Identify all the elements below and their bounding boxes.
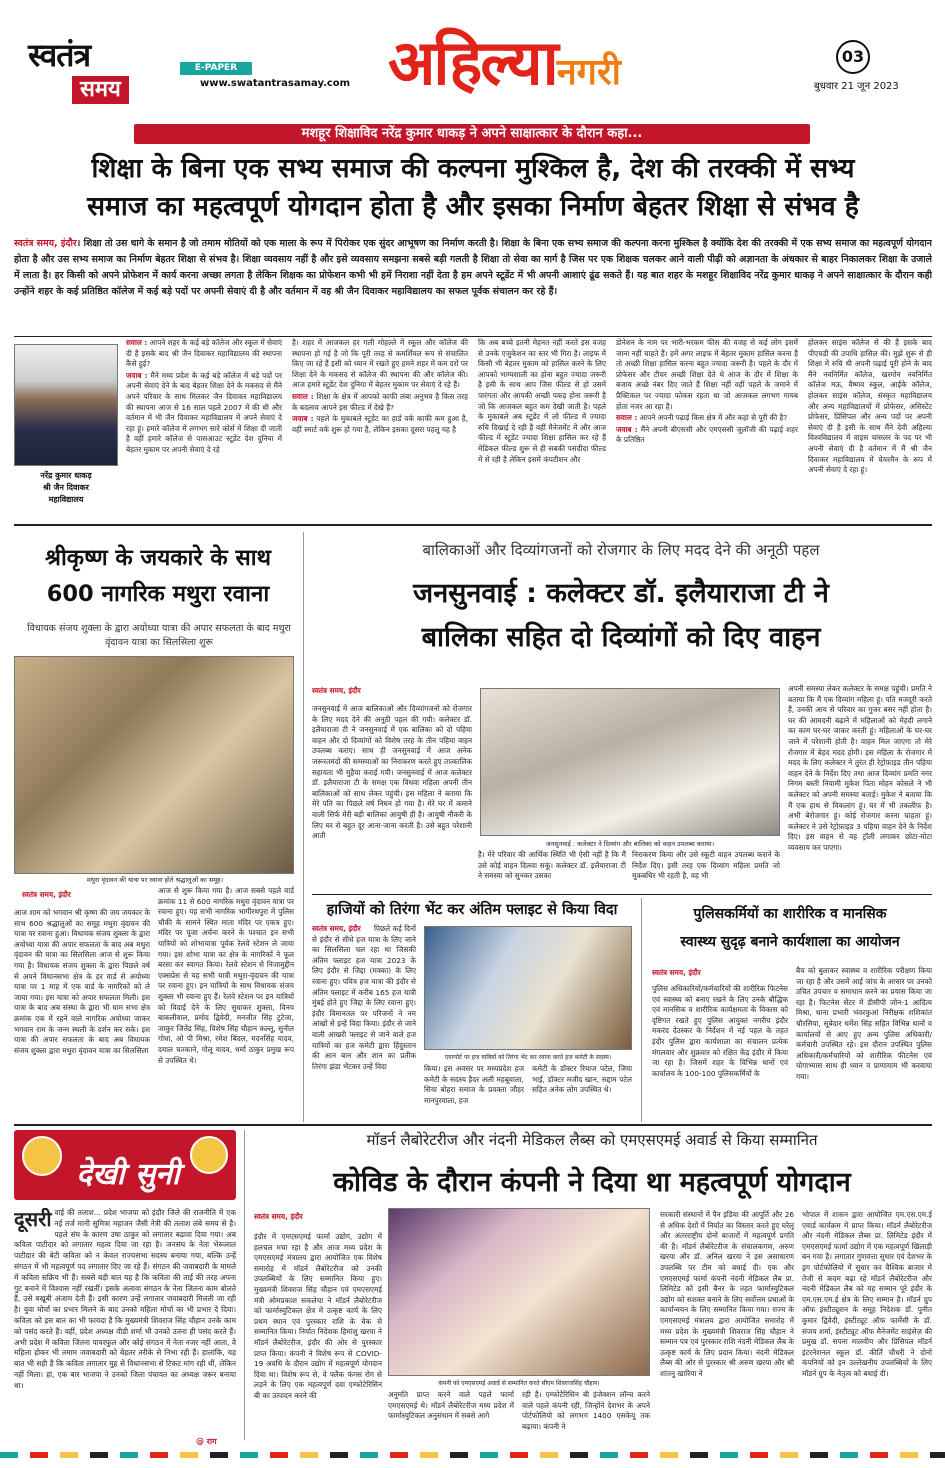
q-label: सवाल : xyxy=(126,338,148,347)
question-text: शिक्षा के क्षेत्र में आपको काफी लंबा अनुभव है किस तरह के बदलाव आपने इस फील्ड में देखे हैं? xyxy=(292,391,468,412)
story4-col1: पिछले कई दिनों से इंदौर से सीधे हज यात्रा के लिए जाने का सिलसिला चल रहा था जिसकी अंतिम फ्लाइट हज यात्रा 2023 के लिए इंदौर से जिद्दा (मक्का) के लिए रवाना हुए। पवित्र हज यात्रा की इंदौर से अंतिम फ्लाइट में करीब 165 हज यात्री मुंबई होते हुए जिद्दा के लिए रवाना हुए। इंदौर विमानतल पर परिजनों ने नम आंखों से इन्हें विदा किया। इंदौर से जाने वाली आखरी फ्लाइट से जाने वाले हज यात्रियों का हज कमेटी द्वारा हिंदुस्तान की आन बान और शान का प्रतीक तिरंगा झंडा भेंटकर उन्हें विदा xyxy=(312,924,416,1071)
a-label: जवाब : xyxy=(126,370,148,380)
story1-portrait xyxy=(14,344,118,466)
logo-line2: समय xyxy=(72,76,129,104)
story4-byline: स्वतंत्र समय, इंदौर xyxy=(312,924,361,933)
story1-intro xyxy=(14,236,932,334)
body-text: होलकर साइंस कॉलेज से की हैं इसके बाद पीएचडी की उपाधि हासिल की। मुझे शुरू से ही शिक्षा में रुचि थी अपनी पढ़ाई पूरी होने के बाद मैंने नवनिर्मित कॉलेज, खरगोन नवनिर्मित कॉलेज मऊ, वैष्णव स्कूल, आईके कॉलेज, होलकर साइंस कॉलेज, संस्कृत महाविद्यालय और अन्य महाविद्यालयों में प्रोफेसर, असिस्टेंट प्रोफेसर, प्रिंसिपल और अन्य पदों पर अपनी सेवाएं दी है इसी के साथ मैंने देवी अहिल्या विश्वविद्यालय में वाइस चांसलर के पद पर भी अपनी सेवाएं दी है वर्तमान में मैं श्री जैन दिवाकर महाविद्यालय में चेयरमैन के रूप में अपनी सेवाएं दे रहा हूं। xyxy=(808,338,932,475)
story3-kicker: बालिकाओं और दिव्यांगजनों को रोजगार के लिए मदद देने की अनूठी पहल xyxy=(422,541,820,559)
gossip-mascot-icon xyxy=(22,1136,62,1176)
story6-col4: भोपाल में शासन द्वारा आयोजित एम.एस.एम.ई एवार्ड कार्यक्रम में प्राप्त किया। मॉडर्न लैबोरेटरीज और नंदनी मेडिकल लैब्स प्रा. लिमिटेड इंदौर में एमएसएमई फार्मा उद्योग में एक महत्वपूर्ण खिलाड़ी बन गया है। लगातार गुणवत्ता सुधार एवं देशभर के ड्रग पोर्टफोलियो में सुधार कर वैश्विक बाजार में तेजी से कदम बढ़ा रहे मॉडर्न लैबोरेटरीज और नंदनी मेडिकल लैब को यह सम्मान पूरे इंदौर के एम.एस.एम.ई क्षेत्र के लिए सम्मान है। मॉडर्न ग्रुप ऑफ इंस्टीट्यूशन के समूह निदेशक डॉ. पुनीत कुमार द्विवेदी, इंस्टीट्यूट ऑफ फार्मेसी के डॉ. संजय शर्मा, इंस्टीट्यूट ऑफ मैनेजमेंट साइंसेज़ की प्रमुख डॉ. सपना मालवीय और प्रिंसिपल मॉडर्न इंटरनेशनल स्कूल डॉ. कीर्ति चौधरी ने दोनों कंपनियों को इन उल्लेखनीय उपलब्धियों के लिए मॉडर्न ग्रुप के नेतृत्व को बधाई दी। xyxy=(802,1210,932,1378)
story5-col2: बैच को बुलाकर स्वास्थ्य व शारीरिक परीक्षण किया जा रहा है और उसमें आई जांच के आधार पर उनको उचित उपचार व समाधान करने का प्रयास किया जा रहा है। फिटनेस सेंटर में डीसीपी जोन-1 आदित्य मिश्रा, थाना प्रभारी भंवरकुआं निरीक्षक शशिकांत चौरसिया, सूबेदार धर्मेश सिंह सहित विभिन्न थानों व कार्यालयों से आए हुए अन्य पुलिस अधिकारी/कर्मचारी उपस्थित रहे। इस दौरान उपस्थित पुलिस अधिकारी/कर्मचारियों को शारीरिक फीटनेस एवं योगाभ्यास साथ ही ध्यान व प्राणायाम भी करवाया गया। xyxy=(796,966,932,1081)
question-text: आपने शहर के कई बड़े कॉलेज और स्कूल में सेवाएं दी है इसके बाद श्री जैन दिवाकर महाविद्यालय की स्थापना कैसे हुई? xyxy=(126,338,282,369)
column-divider xyxy=(641,898,642,1122)
story1-portrait-caption xyxy=(14,470,118,506)
story2-col2: आज से शुरू किया गया है। आज सबसे पहले वार्ड क्रमांक 11 से 600 नागरिक मथुरा वृंदावन यात्रा पर रवाना हुए। यह सभी नागरिक भागीरथपुरा में पुलिस चौकी के सामने स्थित माता मंदिर पर एकत्र हुए। मंदिर पर पूजा अर्चना करने के पश्चात इन सभी यात्रियों को शोभायात्रा पूर्वक रेलवे स्टेशन ले जाया गया। इस शोभा यात्रा का क्षेत्र के नागरिकों ने फूल बरसा कर स्वागत किया। रेलवे स्टेशन से निजामुद्दीन एक्सप्रेस से यह सभी यात्री मथुरा-वृंदावन की यात्रा पर रवाना हुए। इन यात्रियों के साथ विधायक संजय शुक्ला भी रवाना हुए हैं। रेलवे स्टेशन पर इन यात्रियों को विदाई देने के लिए सुधाकर शुक्ला, विनय बाकलीवाल, प्रमोद द्विवेदी, मनजीत सिंह टुटेजा, जाकुर जितेंद्र सिंह, विशेष सिंह चौहान कल्लू, सुनील गोधा, ओ पी मिश्रा, रमेश बिंदल, मदनसिंह यादव, दयाल चतकाने, गोलू यादव, धर्मा ठाकुर प्रमुख रूप से उपस्थित थे। xyxy=(158,886,294,1065)
divider xyxy=(14,336,932,337)
story1-col1 xyxy=(126,338,282,518)
story5-byline: स्वतंत्र समय, इंदौर xyxy=(652,968,701,977)
story6-photo-caption: कंपनी को एमएसएमई अवार्ड से सम्मानित करते सीएम शिवराजसिंह चौहान। xyxy=(388,1378,650,1388)
story6-under-photo-a: अनुमति प्राप्त करने वाले पहले फार्मा एमएसएमई थे। मॉडर्न लैबोरेटरीज मध्य प्रदेश में फार्मास्युटिकल अनुसंधान में सबसे आगे xyxy=(388,1390,514,1421)
story5-headline xyxy=(648,900,932,956)
caption-line3: महाविद्यालय xyxy=(48,495,84,504)
issue-date: बुधवार 21 जून 2023 xyxy=(814,81,899,92)
story3-byline: स्वतंत्र समय, इंदौर xyxy=(312,686,361,695)
body-text: डोनेशन के नाम पर भारी-भरकम फीस की वजह से कई लोग इसमें जाना नहीं चाहते हैं। हमें अगर लाइफ में बेहतर मुकाम हासिल करना है तो अच्छी शिक्षा हासिल करना बहुत ज्यादा जरूरी है। पहले के दौर में प्रोफेसर और टीचर अच्छी शिक्षा देते थे आज के दौर में शिक्षा के बजाय अच्छे नंबर दिए जाते हैं शिक्षा नहीं वहीं पहले के जमाने में प्रैक्टिकल पर ज्यादा फोकस रहता था जो आजकल लगभग गायब होता नजर आ रहा है। xyxy=(616,338,798,411)
a-label: जवाब : xyxy=(292,414,314,424)
caption-line2: श्री जैन दिवाकर xyxy=(43,483,89,492)
section-title-main: अहिल्या xyxy=(388,26,557,99)
story3-under-photo-b: निराकरण किया और उसे स्कूटी वाहन उपलब्ध कराने के निर्देश दिए। इसी तरह एक दिव्यांग महिला प्रमति जो मूकबधिर भी रहती है, वह भी xyxy=(632,850,780,881)
story2-photo-caption: मथुरा वृंदावन की यात्रा पर रवाना होते श्रद्धालुओं का समूह। xyxy=(40,874,270,885)
story1-kicker: मशहूर शिक्षाविद नरेंद्र कुमार धाकड़ ने अपने साक्षात्कार के दौरान कहा... xyxy=(134,124,810,144)
answer-text: मैंने मध्य प्रदेश के कई बड़े कॉलेज में बड़े पदों पर अपनी सेवाएं देने के बाद बेहतर शिक्षा देने के मकसद से मैंने अपने परिवार के साथ मिलकर जैन दिवाकर महाविद्यालय की स्थापना आज से 16 साल पहले 2007 में की थी और वर्तमान में भी जैन दिवाकर महाविद्यालय में अपने सेवाएं दे रहा हूं। हमारे कॉलेज में लगभग सारे कोर्स में शिक्षा दी जाती है वहीं हमारे कॉलेज से पासआउट स्टूडेंट देश दुनिया में बेहतर मुकाम पर अपनी सेवाएं दे रहे xyxy=(126,370,282,454)
gossip-title-box xyxy=(14,1130,236,1200)
story3-photo xyxy=(480,688,780,836)
story2-deck: विधायक संजय शुक्ला के द्वारा अयोध्या यात्रा की अपार सफलता के बाद मथुरा वृंदावन यात्रा का सिलसिला शुरू xyxy=(27,623,291,648)
story4-photo-caption: एयरपोर्ट पर हज यात्रियों को तिरंगा भेंट कर रवाना करते हज कमेटी के सदस्य। xyxy=(424,1052,632,1062)
logo xyxy=(28,38,148,110)
story1-intro-byline: स्वतंत्र समय, इंदौर xyxy=(14,238,77,249)
story3-col3: अपनी समस्या लेकर कलेक्टर के समक्ष पहुंची। प्रमति ने बताया कि मैं एक दिव्यांग महिला हूं। पति मजदूरी करते हैं, उनकी आय से परिवार का गुजर बसर नहीं होता है। घर की आमदनी बढ़ाने में महिलाओं को मेहदी लगाने का काम घर-घर जाकर करती हूं। महिलाओं के घर-घर जाने में परेशानी होती है। वाहन मिल जाएगा तो मेरे रोजगार में बेहद मदद होगी। इस महिला के रोजगार में मदद के लिए कलेक्टर ने तुरंत ही रेट्रोफ़ाइड तीन पहिया वाहन देने के निर्देश दिए तथा आज दिव्यांग प्रमति नगर निगम बस्ती नियामी मुकेश पिता मोहन कोसले ने भी कलेक्टर को अपनी समस्या बताई। मुकेश ने बताया कि मैं एक हाथ से विकलांग हूं। घर में भी तकलीफ है। अभी बेरोजगार हूं। कोई रोजगार करना चाहता हूं। कलेक्टर ने उसे रेट्रोफ़ाइड 3 पहिया वाहन देने के निर्देश दिए। इस वाहन से वह ट्रॉली लगाकर छोटा-मोटा व्यवसाय कर पाएगा। xyxy=(788,684,932,852)
gossip-body: वाई की तलाश... प्रदेश भाजपा को इंदौर जिले की राजनीति में एक नई तर्ज मानी सुमित्रा महाजन जैसी नेत्री की तलाश लंबे समय से है। पहले संघ के कारण उषा ठाकुर को लगातार बढ़ावा दिया गया। अब कविता पाटीदार को लगातार महत्व दिया जा रहा है। जनसंघ के नेता भेरूलाल पाटीदार की बेटी कविता को न केवल राज्यसभा सदस्य बनाया गया, बल्कि उन्हें संगठन में भी महत्वपूर्ण पद लगातार दिए जा रहे हैं। संगठन की जवाबदारी के मामले में कविता सक्रिय भी हैं। सबसे बड़ी बात यह है कि कविता की ताई की तरह अपना गुट बनाने में विश्वास नहीं रखतीं। इसके अलावा संगठन के नेता जितना काम बोलते हैं, उसे बखूबी अंजाम देती हैं। इसी कारण उन्हें लगातार जवाबदारी मिलती जा रही है। युवा मोर्चा का प्रभार मिलने के बाद उनको महिला मोर्चा का भी प्रभार दे दिया। कविता को इस बात का भी फायदा है कि मुख्यमंत्री शिवराज सिंह चौहान उनके काम को पसंद करते हैं। वहीं, प्रदेश अध्यक्ष वीडी शर्मा भी उनको उतना ही पसंद करते हैं। अभी प्रदेश में कविता जितना पावरफुल और कोई संगठन में नेता नजर नहीं आता, वे महिला होकर भी तमाम जवाबदारी को बेहतर तरीके से निभा रही हैं। हालांकि, यह बात भी सही है कि कविता लगातार मुह से विधानसभा से टिकट मांग रही थीं, लेकिन नहीं मिला। हां, एक बार भाजपा ने उनको जिला पंचायत का अध्यक्ष जरूर बनाया था। xyxy=(14,1208,236,1390)
body-text: है। शहर में आजकल हर गली मोहल्ले में स्कूल और कॉलेज की स्थापना हो गई है जो कि पूरी तरह से कमर्शियल रूप से संचालित किए जा रहे हैं इसी को ध्यान में रखते हुए हमने शहर में कम दरों पर शिक्षा देने के मकसद से कॉलेज की स्थापना की और कॉलेज की। आज हमारे स्टूडेंट देश दुनिया में बेहतर मुकाम पर सेवाएं दे रहे हैं। xyxy=(292,338,468,390)
story3-headline-line1: जनसुनवाई : कलेक्टर डॉ. इलैयाराजा टी ने xyxy=(413,578,829,609)
divider xyxy=(14,524,932,526)
story1-col3 xyxy=(478,338,606,518)
story4-under-photo-b: कमेटी के डॉक्टर रियाज पटेल, जिया भाई, डॉक्टर मजीद खान, सद्दाम पटेल सहित अनेक लोग उपस्थित थे। xyxy=(532,1064,632,1095)
q-label: सवाल : xyxy=(616,413,638,423)
story5-headline-line2: स्वास्थ्य सुदृढ़ बनाने कार्यशाला का आयोजन xyxy=(680,934,900,950)
website-link[interactable]: www.swatantrasamay.com xyxy=(200,78,351,89)
footer-strip xyxy=(0,1452,945,1458)
story4-under-photo-a: किया। इस अवसर पर मध्यप्रदेश हज कमेटी के सदस्य हैदर अली महबूवाला, सिया बोहरा समाज के प्रवक्ता जौहर मानपुरवाला, हज xyxy=(424,1064,524,1105)
story1-col2 xyxy=(292,338,468,518)
story2-headline-line1: श्रीकृष्ण के जयकारे के साथ xyxy=(45,545,271,571)
epaper-badge: E-PAPER xyxy=(180,62,252,75)
story1-headline-line2: समाज का महत्वपूर्ण योगदान होता है और इसका निर्माण बेहतर शिक्षा से संभव है xyxy=(87,191,859,222)
q-label: सवाल : xyxy=(292,391,314,401)
story3-under-photo-a: है। मेरे परिवार की आर्थिक स्थिति भी ऐसी नहीं है कि मैं उसे कोई वाहन दिलवा सकूं। कलेक्टर डॉ. इलैयाराजा टी ने समस्या को सुनकर उसका xyxy=(478,850,626,881)
story6-headline: कोविड के दौरान कंपनी ने दिया था महत्वपूर्ण योगदान xyxy=(333,1167,851,1198)
story2-photo xyxy=(14,656,294,874)
story5-col1: पुलिस अधिकारियों/कर्मचारियों की शारीरिक फिटनेस एवं स्वास्थ्य को बनाए रखने के लिए उनके बौद्धिक एवं मानसिक व शारीरिक कार्यक्षमता के विकास को दृष्टिगत रखते हुए पुलिस आयुक्त नगरीय इंदौर मकरंद देउस्कर के निर्देशन में नई पहल के तहत इंदौर पुलिस द्वारा कार्यशाला का संचालन प्रत्येक मंगलवार और शुक्रवार को रक्षित केंद्र इंदौर में किया जा रहा है। जिसमें शहर के विभिन्न थानों एवं कार्यालय के 100-100 पुलिसकर्मियों के xyxy=(652,984,788,1078)
gossip-title: देखी सुनी xyxy=(76,1157,180,1192)
story1-intro-text: । शिक्षा तो उस धागे के समान है जो तमाम मोतियों को एक माला के रूप में पिरोकर एक सुंदर आभूषण का निर्माण करती है। शिक्षा के बिना एक सभ्य समाज की कल्पना करना मुश्किल है क्योंकि देश की तरक्की में एक सभ्य समाज का महत्वपूर्ण योगदान होता है और उस सभ्य समाज का निर्माण बेहतर शिक्षा से संभव है। शिक्षा व्यवसाय नहीं है और इसे व्यवसाय समझना सबसे बड़ी गलती है शिक्षा तो सेवा का मार्ग है जिस पर एक शिक्षक चलकर आने वाली पीढ़ी को अज्ञानता के अंधकार से बाहर निकालकर शिक्षा के उजाले में लाता है। हर किसी को अपने प्रोफेशन में कार्य करना अच्छा लगता है लेकिन शिक्षक का प्रोफेशन कभी भी हमें निराशा नहीं देता है हम अपने स्टूडेंट में भी अपनी आशाएं ढूंढ सकते हैं। यह बात शहर के मशहूर शिक्षाविद नरेंद्र कुमार धाकड़ ने अपने साक्षात्कार के दौरान कही उन्होंने शहर के कई प्रतिष्ठित कॉलेज में कई बड़े पदों पर अपनी सेवाएं दी है और वर्तमान में वह श्री जैन दिवाकर महाविद्यालय का सफल पूर्वक संचालन कर रहे हैं। xyxy=(14,238,932,297)
section-title-sub: नगरी xyxy=(556,52,621,93)
story3-photo-caption: जनसुनवाई : कलेक्टर ने दिव्यांग और बालिका को वाहन उपलब्ध कराया। xyxy=(490,838,770,849)
story6-kicker: मॉडर्न लैबोरेटरीज और नंदनी मेडिकल लैब्स को एमएसएमई अवार्ड से किया सम्मानित xyxy=(366,1131,818,1149)
logo-line1: स्वतंत्र xyxy=(28,36,91,74)
section-title xyxy=(388,28,778,106)
story2-headline-line2: 600 नागरिक मथुरा रवाना xyxy=(46,581,270,607)
story2-col1: आज शाम को भगवान श्री कृष्ण की जय जयकार के साथ 600 श्रद्धालुओं का समूह मथुरा वृंदावन की यात्रा पर रवाना हुआ। विधायक संजय शुक्ला के द्वारा अयोध्या यात्रा की अपार सफलता के बाद अब मथुरा वृंदावन की यात्रा का सिलसिला आज से शुरू किया गया है। विधायक संजय शुक्ला के द्वारा पिछले वर्ष से अपने विधानसभा क्षेत्र के हर वार्ड से अयोध्या यात्रा पर 1 माह में एक वार्ड के नागरिकों को ले जाया गया। इस यात्रा को अपार सफलता मिली। इस यात्रा के बाद अब संस्था के द्वारा भी धाम सभा क्षेत्र क्रमांक एक में रहने वाले नागरिक अयोध्या जाकर भगवान राम के जन्म स्थली के दर्शन कर सके। इस यात्रा की अपार सफलता के बाद अब विधायक संजय शुक्ला द्वारा मथुरा वृंदावन यात्रा का सिलसिला xyxy=(14,908,150,1055)
divider xyxy=(312,894,932,895)
story1-col5 xyxy=(808,338,932,518)
page-number: 03 xyxy=(836,40,870,74)
story1-headline-line1: शिक्षा के बिना एक सभ्य समाज की कल्पना मुश्किल है, देश की तरक्की में सभ्य xyxy=(91,153,855,184)
story6-photo xyxy=(388,1208,650,1376)
story4-headline: हाजियों को तिरंगा भेंट कर अंतिम फ्लाइट से किया विदा xyxy=(326,902,618,918)
story6-col3: सरकारी संस्थानों में पैन इंडिया की आपूर्ति और 26 से अधिक देशों में निर्यात का विस्तार करते हुए घरेलू और अंतरराष्ट्रीय दोनों बाजारों में महत्वपूर्ण प्रगति की है। मॉडर्न लैबोरेटरीज के संचालकगण, अरुण खरया और डॉ. अनिल खरया ने इस असाधारण उपलब्धि पर टीम को बधाई दी। एक और एमएसएमई फार्मा कंपनी नंदनी मेडिकल लैब प्रा. लिमिटेड को इसी बैनर के तहत फार्मास्युटिकल उद्योग को सशक्त बनाने के लिए सर्वोत्तम प्रथाओं के कार्यान्वयन के लिए सम्मानित किया गया। राज्य के एमएसएमई मंत्रालय द्वारा आयोजित समारोह में मध्य प्रदेश के मुख्यमंत्री शिवराज सिंह चौहान ने सम्मान पत्र एवं पुरस्कार राशि नंदनी मेडिकल लैब के उत्कृष्ट कार्य के लिए प्रदान किया। नंदनी मेडिकल लैब्स की ओर से पुरस्कार श्री अरुण खरया और श्री शांतनु खारिया ने xyxy=(660,1210,794,1378)
divider xyxy=(14,1124,932,1126)
story1-col4 xyxy=(616,338,798,518)
story2-byline: स्वतंत्र समय, इंदौर xyxy=(22,890,71,899)
story3-headline-line2: बालिका सहित दो दिव्यांगों को दिए वाहन xyxy=(421,622,821,653)
gossip-drop-word: दूसरी xyxy=(14,1208,52,1231)
column-divider xyxy=(303,532,304,1122)
story5-headline-line1: पुलिसकर्मियों का शारीरिक व मानसिक xyxy=(693,906,887,922)
a-label: जवाब : xyxy=(616,424,638,434)
question-text: आपने अपनी पढ़ाई किस क्षेत्र में और कहां से पूरी की है? xyxy=(639,413,788,423)
story2-headline xyxy=(14,540,302,612)
story3-col1: जनसुनवाई में आज बालिकाओं और दिव्यांगजनों को रोजगार के लिए मदद देने की अनूठी पहल की गयी। कलेक्टर डॉ. इलैयाराजा टी ने जनसुनवाई में एक बालिका को दो पहिया वाहन और दो दिव्यांगों को विशेष तरह के तीन पहिया वाहन उपलब्ध कराए। साथ ही जनसुनवाई में आज अनेक जरूरतमंदों की समस्याओं का निराकरण करते हुए तात्कालिक सहायता भी मुहैया कराई गयी। जनसुनवाई में आज कलेक्टर डॉ. इलैयाराजा टी के समक्ष एक विधवा महिला अपनी तीन बालिकाओं को साथ लेकर पहुंची। इस महिला ने बताया कि मेरे पति का पिछले वर्ष निधन हो गया है। मेरे घर में कमाने वाली सिर्फ मेरी बड़ी बालिका आयुषी ही है। आयुषी नौकरी के लिए घर से बहुत दूर आना-जाना करती है। उसे बहुत परेशानी आती xyxy=(312,704,472,841)
gossip-text xyxy=(14,1208,236,1434)
masthead xyxy=(0,0,945,118)
story1-headline xyxy=(14,150,932,226)
body-text: कि अब बच्चे इतनी मेहनत नहीं करते इस वजह से उनके एजुकेशन का स्तर भी गिरा है। लाइफ में किसी भी बेहतर मुकाम को हासिल करने के लिए आपको भाग्यशाली का होना बहुत ज्यादा जरूरी है इसी के साथ आप जिस फील्ड से हो उसमें पारंगता और आपकी अच्छी पकड़ होना जरूरी है जो कि आजकल बहुत कम देखी जाती है। पहले के मुकाबले अब स्टूडेंट में लो फील्ड में ज्यादा रुचि दिखाई दे रही है वहीं मैनेजमेंट में और आज फील्ड में स्टूडेंट ज्यादा शिक्षा हासिल कर रहे हैं मेडिकल फील्ड शुरू से ही सबकी पसंदीदा फील्ड में से रही है लेकिन इसमें कंपटीशन और xyxy=(478,338,606,464)
story4-photo xyxy=(424,926,632,1050)
gossip-signature: @ राग xyxy=(196,1437,217,1446)
story6-byline: स्वतंत्र समय, इंदौर xyxy=(254,1212,303,1221)
story3-headline xyxy=(312,572,930,660)
answer-text: मैंने अपनी बीएससी और एमएससी जूलॉजी की पढ़ाई शहर के प्रतिष्ठित xyxy=(616,424,798,445)
column-divider xyxy=(244,1130,245,1440)
caption-line1: नरेंद्र कुमार धाकड़ xyxy=(40,471,92,480)
answer-text: पहले के मुकाबले स्टूडेंट का हार्ड वर्क काफी कम हुआ है, वहीं स्मार्ट वर्क शुरू हो गया है, लेकिन इसका दूसरा पहलू यह है xyxy=(292,414,468,434)
story6-col1: इंदौर में एमएसएमई फार्मा उद्योग, उद्योग में हलचल मचा रहा है और आज मध्य प्रदेश के एमएसएमई मंत्रालय द्वारा आयोजित एक विशेष समारोह में मॉडर्न लैबोरेटरीज को उनकी उपलब्धियों के लिए सम्मानित किया हुए। मुख्यमंत्री शिवराज सिंह चौहान एवं एमएसएमई मंत्री ओमप्रकाश सकलेचा ने मॉडर्न लैबोरेटरीज को फार्मास्युटिकल क्षेत्र में उत्कृष्ट कार्य के लिए प्रथम स्थान एवं पुरस्कार राशि के चेक से सम्मानित किया। निर्यात निदेशक हिमांशु खरया ने मॉडर्न लैबोरेटरीज, इंदौर की ओर से पुरस्कार प्राप्त किया। कंपनी ने विशेष रूप से COVID-19 अवधि के दौरान उद्योग में महत्वपूर्ण योगदान दिया था। विशेष रूप से, वे फ्लैक फंगस रोग से लड़ने के लिए एक महत्वपूर्ण दवा एम्फोटेरिसिन बी का उत्पादन करने की xyxy=(254,1232,382,1400)
story6-under-photo-b: रही है। एम्फोटेरिसिन बी इंजेक्शन लॉन्च करने वाले पहले कंपनी रही, जिन्होंने देशभर के अपने पोर्टफोलियो को लगभग 1400 एसकेयू तक बढ़ाया। कंपनी ने xyxy=(522,1390,650,1431)
